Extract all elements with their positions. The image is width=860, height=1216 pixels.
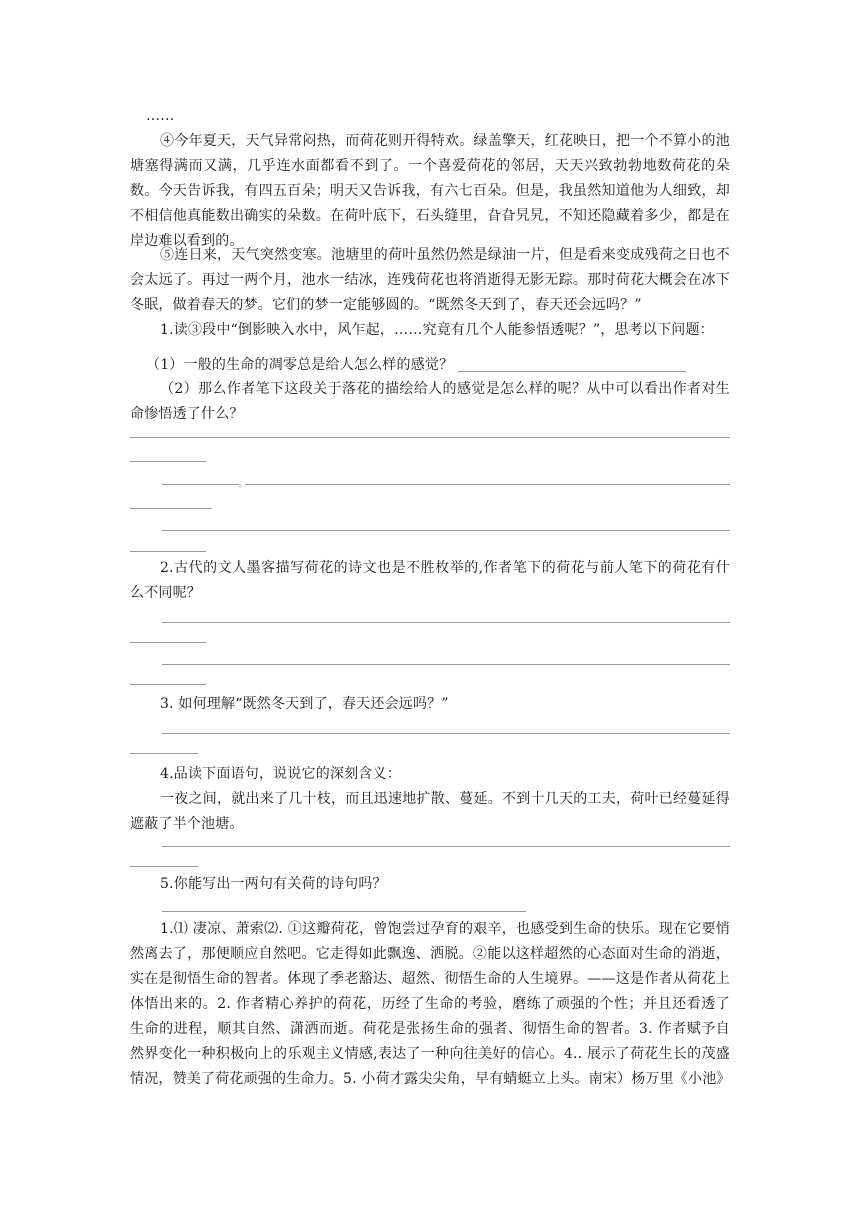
separator-dot: 。 xyxy=(238,476,250,489)
answer-line-tail[interactable] xyxy=(130,551,206,552)
question-5: 5.你能写出一两句有关荷的诗句吗？ xyxy=(160,876,387,892)
answer-line[interactable] xyxy=(130,437,730,438)
answer-line-tail[interactable] xyxy=(130,461,206,462)
answer-line[interactable] xyxy=(162,530,730,531)
paragraph-5: ⑤连日来，天气突然变寒。池塘里的荷叶虽然仍然是绿油一片，但是看来变成残荷之日也不会太远了。再过一两个月，池水一结冰，连残荷花也将消逝得无影无踪。那时荷花大概会在冰下冬眠，做着春天的梦。它们的梦一定能够圆的。“既然冬天到了，春天还会远吗？” xyxy=(130,247,730,313)
answer-line-tail[interactable] xyxy=(130,866,198,867)
question-1-2: （2）那么作者笔下这段关于落花的描绘给人的感觉是怎么样的呢？从中可以看出作者对生命惨悟透了什么？ xyxy=(130,381,730,422)
answer-line[interactable] xyxy=(245,484,730,485)
ellipsis: …… xyxy=(146,108,175,124)
question-4-quote: 一夜之间，就出来了几十枝，而且迅速地扩散、蔓延。不到十几天的工夫，荷叶已经蔓延得遮蔽了半个池塘。 xyxy=(130,791,730,832)
answer-line[interactable] xyxy=(162,733,730,734)
answer-key: 1.⑴ 凄凉、萧索⑵. ①这瓣荷花，曾饱尝过孕育的艰辛，也感受到生命的快乐。现在它要悄然离去了，那便顺应自然吧。它走得如此飘逸、洒脱。②能以这样超然的心态面对生命的消逝，实在是彻悟生命的智者。体现了季老豁达、超然、彻悟生命的人生境界。——这是作者从荷花上体悟出来的。2. 作者精心养护的荷花，历经了生命的考验，磨练了顽强的个性；并且还看透了生命的进程，顺其自然、潇洒而逝。荷花是张扬生命的强者、彻悟生命的智者。3. 作者赋予自然界变化一种积极向上的乐观主义情感,表达了一种向往美好的信心。4.. 展示了荷花生长的茂盛情况，赞美了荷花顽强的生命力。5. 小荷才露尖尖角，早有蜻蜓立上头。南宋）杨万里《小池》 xyxy=(130,921,731,1087)
paragraph-4: ④今年夏天，天气异常闷热，而荷花则开得特欢。绿盖擎天，红花映日，把一个不算小的池塘塞得满而又满，几乎连水面都看不到了。一个喜爱荷花的邻居，天天兴致勃勃地数荷花的朵数。今天告诉我，有四五百朵；明天又告诉我，有六七百朵。但是，我虽然知道他为人细致，却不相信他真能数出确实的朵数。在荷叶底下，石头缝里，旮旮旯旯，不知还隐藏着多少，都是在岸边难以看到的。 xyxy=(130,133,730,249)
answer-line[interactable] xyxy=(162,484,238,485)
question-1-1: （1）一般的生命的凋零总是给人怎么样的感觉？ xyxy=(146,357,454,373)
answer-line[interactable] xyxy=(162,846,730,847)
answer-line-1-1[interactable] xyxy=(458,371,686,372)
answer-line-tail[interactable] xyxy=(130,642,206,643)
question-3: 3. 如何理解“既然冬天到了，春天还会远吗？” xyxy=(160,696,449,712)
answer-line-5[interactable] xyxy=(162,911,526,912)
answer-line-tail[interactable] xyxy=(130,684,206,685)
question-1: 1.读③段中“倒影映入水中，风乍起，……究竟有几个人能参悟透呢？”，思考以下问题： xyxy=(160,322,714,338)
answer-line[interactable] xyxy=(162,622,730,623)
question-4: 4.品读下面语句，说说它的深刻含义： xyxy=(160,766,401,782)
answer-line-tail[interactable] xyxy=(130,508,212,509)
answer-line-tail[interactable] xyxy=(130,753,198,754)
answer-line[interactable] xyxy=(162,664,730,665)
question-2: 2.古代的文人墨客描写荷花的诗文也是不胜枚举的,作者笔下的荷花与前人笔下的荷花有什么不同呢？ xyxy=(130,560,730,601)
